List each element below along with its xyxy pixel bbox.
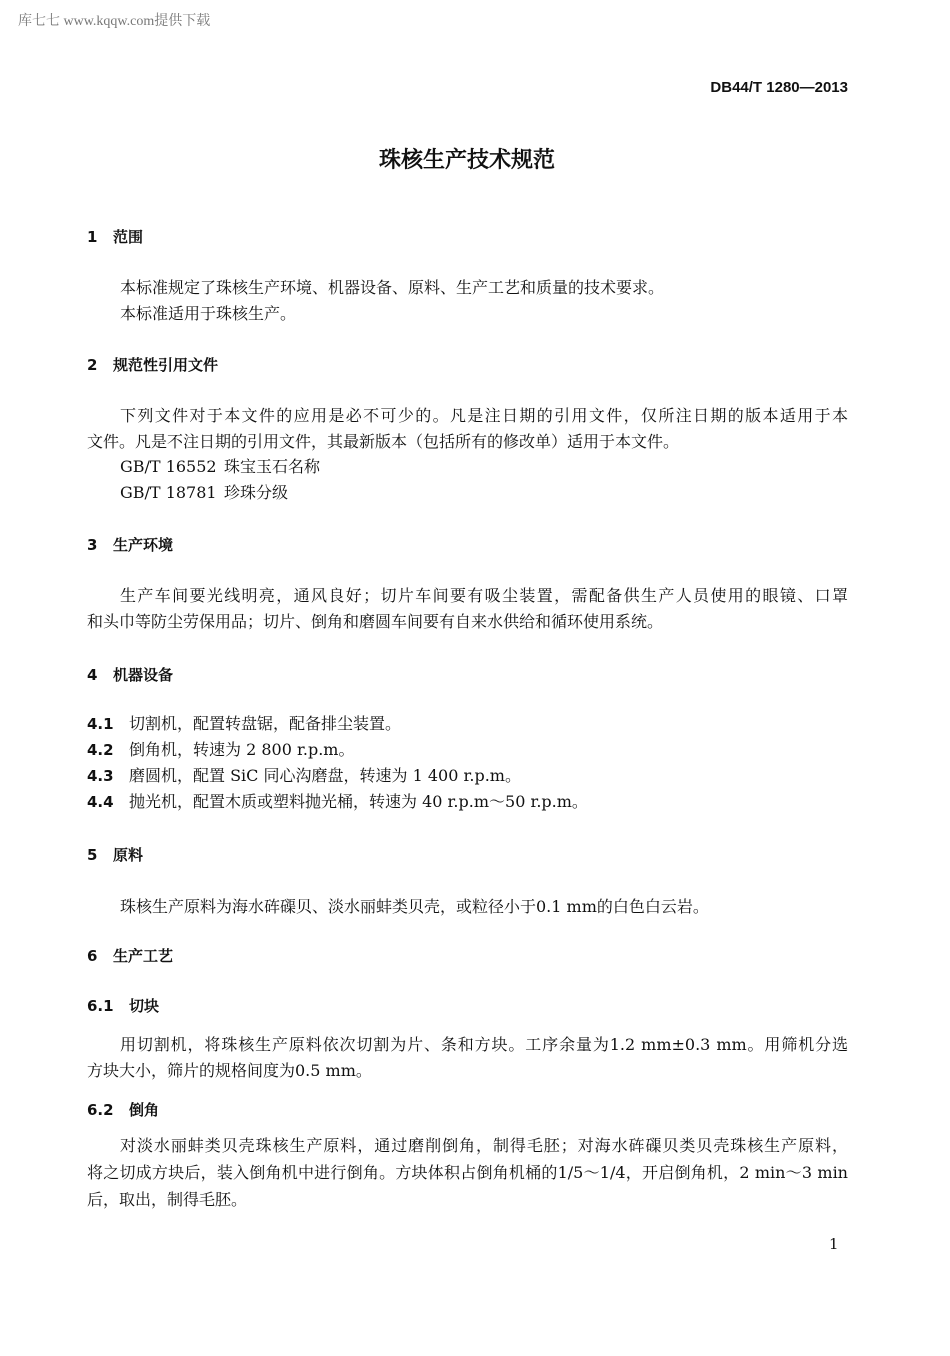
paragraph-line: 将之切成方块后，装入倒角机中进行倒角。方块体积占倒角机桶的1/5～1/4，开启倒角机，2 min～3 min [87, 1163, 848, 1182]
paragraph-line: 下列文件对于本文件的应用是必不可少的。凡是注日期的引用文件，仅所注日期的版本适用于本 [120, 406, 848, 425]
section-number: 2 [87, 356, 98, 374]
section-4-heading [87, 665, 173, 685]
clause-text: 抛光机，配置木质或塑料抛光桶，转速为 40 r.p.m～50 r.p.m。 [129, 792, 588, 811]
clause-text: 磨圆机，配置 SiC 同心沟磨盘，转速为 1 400 r.p.m。 [129, 766, 521, 785]
section-title: 规范性引用文件 [113, 356, 219, 374]
section-title: 范围 [113, 228, 144, 246]
clause-number: 4.3 [87, 767, 114, 785]
section-2-heading [87, 355, 218, 375]
paragraph-line: 珠核生产原料为海水砗磲贝、淡水丽蚌类贝壳，或粒径小于0.1 mm的白色白云岩。 [120, 897, 709, 916]
reference-name: 珍珠分级 [224, 483, 289, 502]
clause-number: 4.4 [87, 793, 114, 811]
section-number: 6.1 [87, 997, 114, 1015]
standard-code: DB44/T 1280—2013 [710, 79, 848, 96]
section-number: 4 [87, 666, 98, 684]
section-title: 倒角 [129, 1101, 160, 1119]
section-title: 机器设备 [113, 666, 174, 684]
clause-item [87, 740, 354, 760]
paragraph-line: 和头巾等防尘劳保用品；切片、倒角和磨圆车间要有自来水供给和循环使用系统。 [87, 612, 664, 631]
paragraph-line: 生产车间要光线明亮，通风良好；切片车间要有吸尘装置，需配备供生产人员使用的眼镜、口罩 [120, 586, 848, 605]
paragraph-line: 用切割机，将珠核生产原料依次切割为片、条和方块。工序余量为1.2 mm±0.3 mm。用筛机分选 [120, 1035, 848, 1054]
reference-code: GB/T 18781 [120, 483, 217, 502]
section-number: 1 [87, 228, 98, 246]
section-number: 6 [87, 947, 98, 965]
section-title: 生产环境 [113, 536, 174, 554]
section-title: 切块 [129, 997, 160, 1015]
section-title: 原料 [113, 846, 144, 864]
reference-code: GB/T 16552 [120, 457, 217, 476]
section-3-heading [87, 535, 173, 555]
page-title: 珠核生产技术规范 [378, 148, 555, 173]
section-6-heading [87, 946, 173, 966]
paragraph-line: 本标准规定了珠核生产环境、机器设备、原料、生产工艺和质量的技术要求。 [120, 278, 665, 297]
reference-item [120, 457, 320, 477]
clause-item [87, 766, 521, 786]
reference-name: 珠宝玉石名称 [224, 457, 321, 476]
paragraph-line: 后，取出，制得毛胚。 [87, 1190, 248, 1209]
section-1-heading [87, 227, 143, 247]
section-5-heading [87, 845, 143, 865]
watermark: 库七七 www.kqqw.com提供下载 [18, 14, 211, 29]
clause-number: 4.2 [87, 741, 114, 759]
subsection-6-2-heading [87, 1100, 159, 1120]
subsection-6-1-heading [87, 996, 159, 1016]
clause-text: 切割机，配置转盘锯，配备排尘装置。 [129, 714, 402, 733]
clause-number: 4.1 [87, 715, 114, 733]
clause-text: 倒角机，转速为 2 800 r.p.m。 [129, 740, 355, 759]
section-number: 3 [87, 536, 98, 554]
clause-item [87, 792, 588, 812]
paragraph-line: 文件。凡是不注日期的引用文件，其最新版本（包括所有的修改单）适用于本文件。 [87, 432, 680, 451]
section-title: 生产工艺 [113, 947, 174, 965]
paragraph-line: 本标准适用于珠核生产。 [120, 304, 297, 323]
page-number: 1 [829, 1235, 839, 1253]
section-number: 5 [87, 846, 98, 864]
section-number: 6.2 [87, 1101, 114, 1119]
clause-item [87, 714, 401, 734]
reference-item [120, 483, 288, 503]
paragraph-line: 对淡水丽蚌类贝壳珠核生产原料，通过磨削倒角，制得毛胚；对海水砗磲贝类贝壳珠核生产原料， [120, 1136, 848, 1155]
paragraph-line: 方块大小，筛片的规格间度为0.5 mm。 [87, 1061, 372, 1080]
